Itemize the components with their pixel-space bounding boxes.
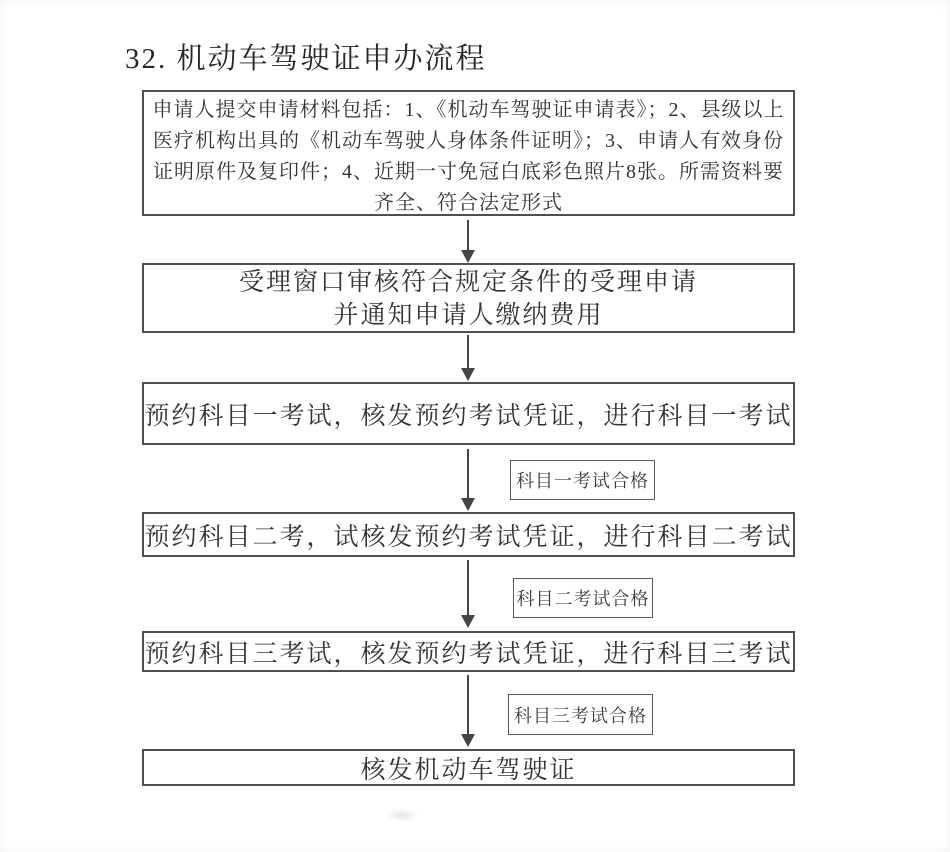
down-arrow-2 (467, 335, 469, 368)
condition-label-subject1-passed (510, 460, 655, 500)
down-arrow-4 (467, 560, 469, 615)
condition-label-subject2-passed-text: 科目二考试合格 (516, 589, 650, 609)
flow-box-subject3-exam-text: 预约科目三考试，核发预约考试凭证，进行科目三考试 (144, 640, 793, 668)
flow-box-subject2-exam (142, 512, 795, 557)
flow-box-acceptance-line-2: 并通知申请人缴纳费用 (333, 302, 604, 329)
flow-box-issue-license-text: 核发机动车驾驶证 (360, 756, 577, 784)
flow-box-application-materials-text: 申请人提交申请材料包括：1、《机动车驾驶证申请表》；2、县级以上医疗机构出具的《机动车驾驶人身体条件证明》；3、申请人有效身份证明原件及复印件；4、近期一寸免冠白底彩色照片8张。所需资料要齐全、符合法定形式 (152, 99, 785, 214)
flow-box-acceptance-window (142, 263, 795, 333)
flow-box-acceptance-line-1: 受理窗口审核符合规定条件的受理申请 (238, 269, 698, 296)
flow-box-application-materials (142, 90, 795, 216)
condition-label-subject3-passed-text: 科目三考试合格 (514, 705, 647, 726)
flow-box-subject3-exam (142, 631, 795, 672)
down-arrow-3 (467, 449, 469, 498)
flow-box-issue-license (142, 749, 795, 786)
flow-box-subject2-exam-text: 预约科目二考，试核发预约考试凭证，进行科目二考试 (144, 523, 793, 551)
condition-label-subject1-passed-text: 科目一考试合格 (516, 471, 649, 491)
condition-label-subject3-passed (508, 694, 653, 735)
down-arrow-5 (467, 675, 469, 734)
down-arrow-1 (467, 220, 469, 250)
flow-box-subject1-exam (142, 382, 795, 445)
condition-label-subject2-passed (513, 578, 653, 618)
flow-box-subject1-exam-text: 预约科目一考试，核发预约考试凭证，进行科目一考试 (144, 402, 793, 430)
page-title: 32. 机动车驾驶证申办流程 (125, 43, 487, 75)
